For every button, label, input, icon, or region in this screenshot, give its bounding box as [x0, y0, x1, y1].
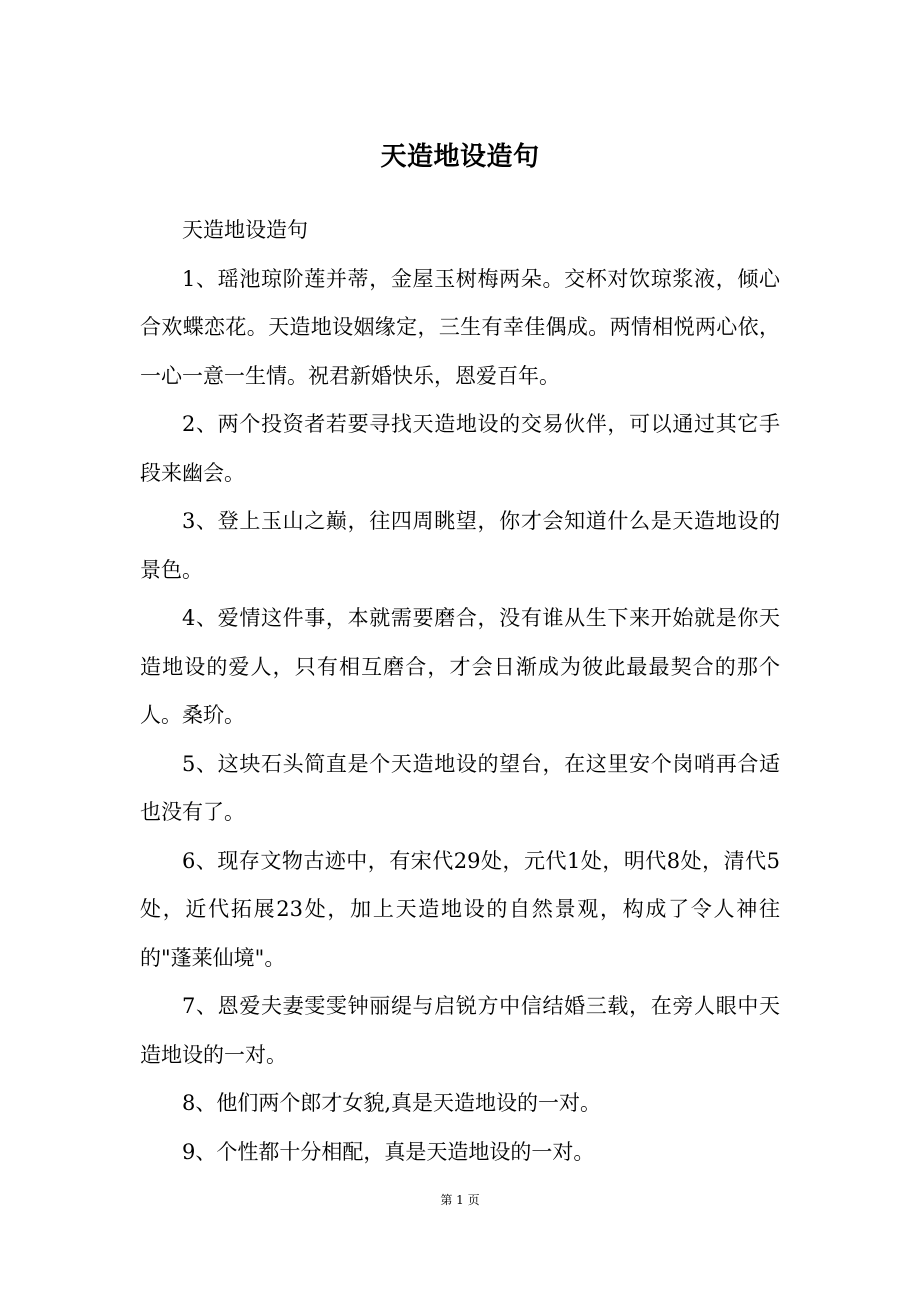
paragraph-heading: 天造地设造句 — [182, 218, 308, 242]
paragraph-sentence-6: 6、现存文物古迹中，有宋代29处，元代1处，明代8处，清代5处，近代拓展23处，加上天造地设的自然景观，构成了令人神往的"蓬莱仙境"。 — [140, 848, 780, 970]
paragraph-sentence-8: 8、他们两个郎才女貌,真是天造地设的一对。 — [182, 1091, 602, 1115]
page-footer-prefix: 第 — [440, 1193, 453, 1207]
document-title: 天造地设造句 — [380, 142, 540, 172]
document-body — [140, 206, 780, 1176]
paragraph-sentence-3: 3、登上玉山之巅，往四周眺望，你才会知道什么是天造地设的景色。 — [140, 509, 780, 582]
paragraph-sentence-9: 9、个性都十分相配，真是天造地设的一对。 — [182, 1139, 595, 1164]
paragraph-sentence-5: 5、这块石头简直是个天造地设的望台，在这里安个岗哨再合适也没有了。 — [140, 751, 780, 824]
page-footer — [0, 1188, 920, 1212]
paragraph-sentence-4: 4、爱情这件事，本就需要磨合，没有谁从生下来开始就是你天造地设的爱人，只有相互磨合，才会日渐成为彼此最最契合的那个人。桑玠。 — [140, 606, 780, 727]
page-number: 1 — [456, 1193, 464, 1207]
paragraph-sentence-2: 2、两个投资者若要寻找天造地设的交易伙伴，可以通过其它手段来幽会。 — [140, 412, 780, 485]
paragraph-sentence-1: 1、瑶池琼阶莲并蒂，金屋玉树梅两朵。交杯对饮琼浆液，倾心合欢蝶恋花。天造地设姻缘定，三生有幸佳偶成。两情相悦两心依，一心一意一生情。祝君新婚快乐，恩爱百年。 — [140, 266, 780, 388]
paragraph-sentence-7: 7、恩爱夫妻雯雯钟丽缇与启锐方中信结婚三载，在旁人眼中天造地设的一对。 — [140, 994, 780, 1067]
page-footer-suffix: 页 — [467, 1193, 480, 1207]
